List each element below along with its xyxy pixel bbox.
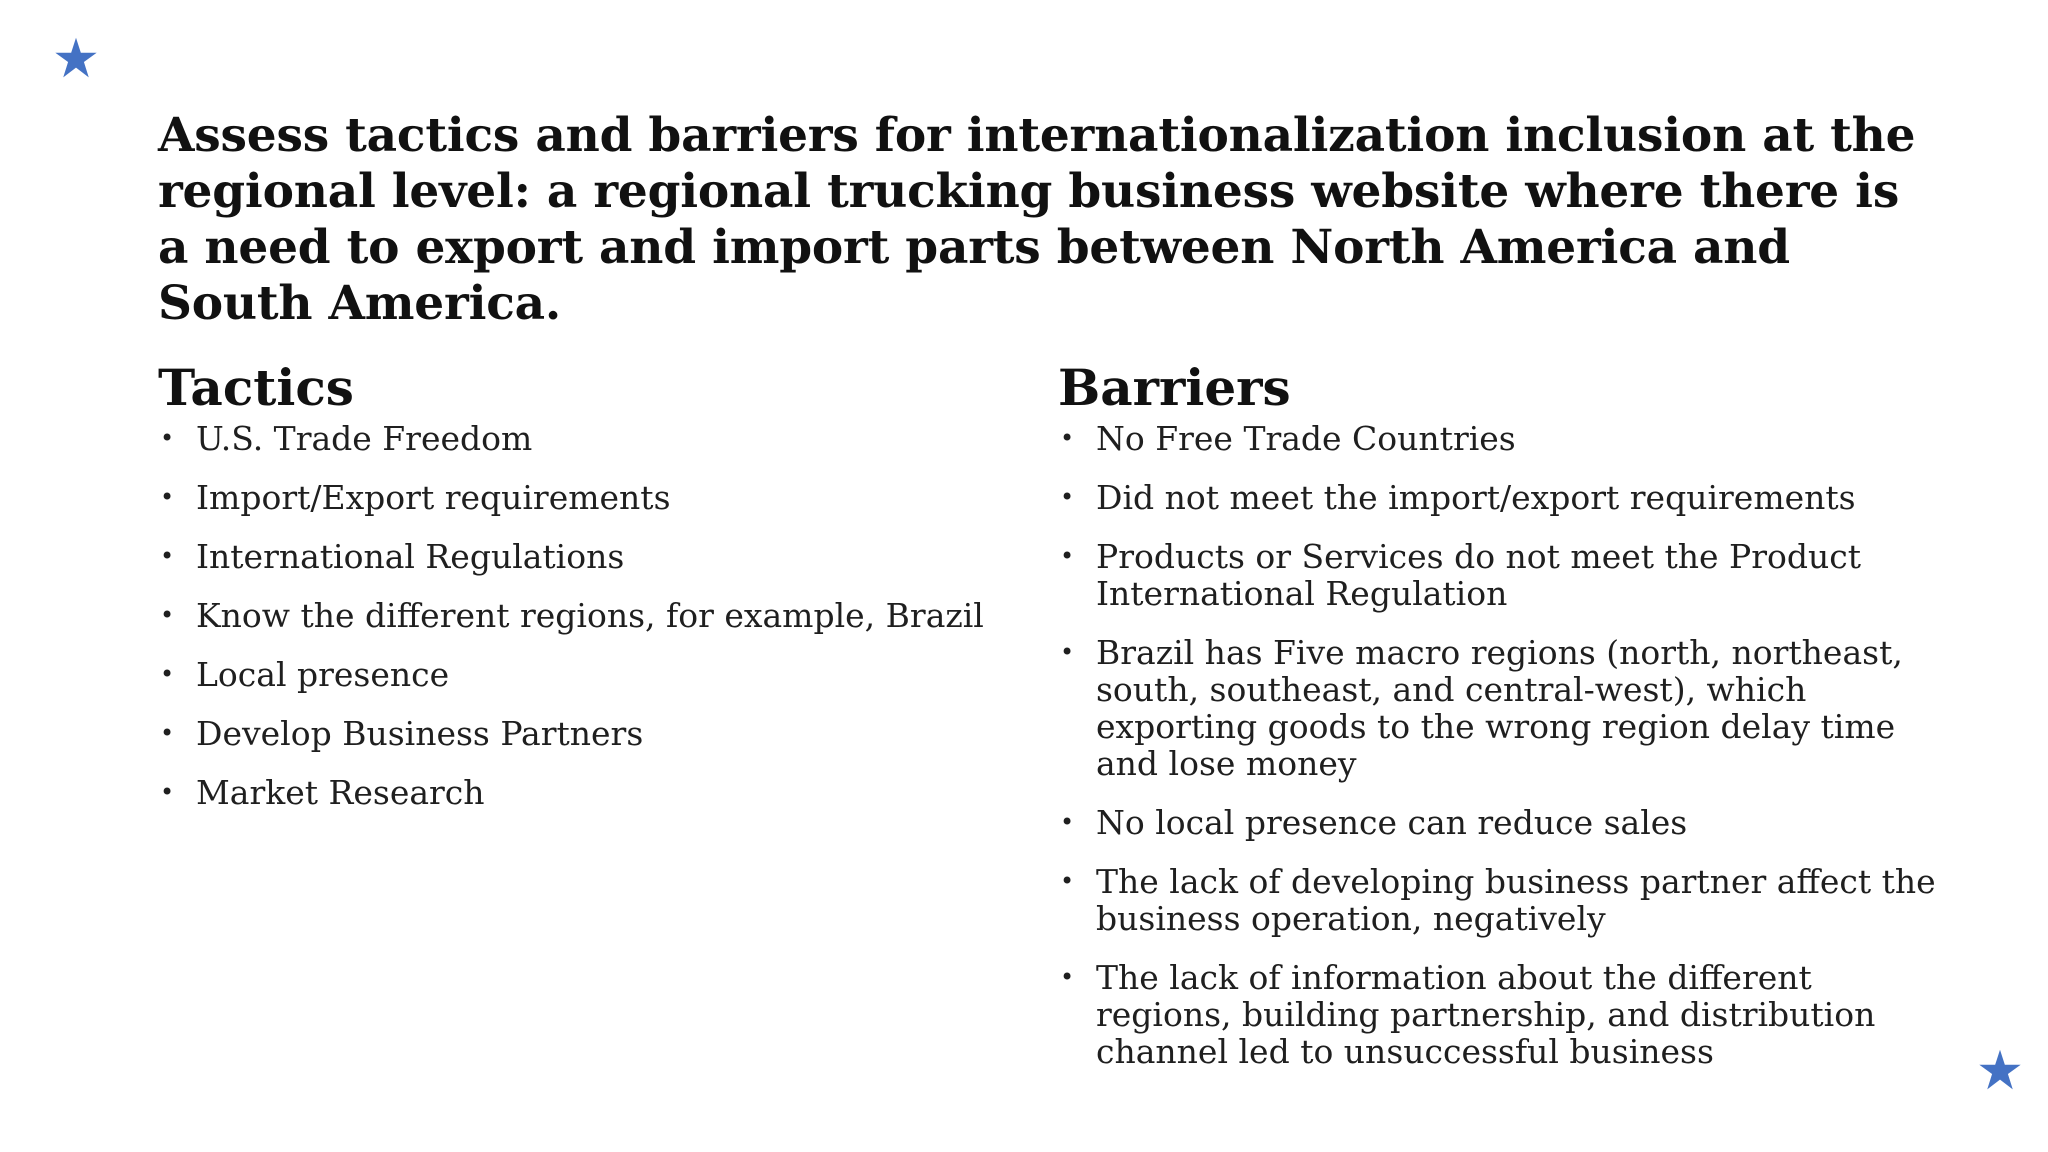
bullet-icon: • bbox=[1060, 867, 1075, 895]
list-item-text: U.S. Trade Freedom bbox=[196, 419, 533, 458]
bullet-icon: • bbox=[1060, 808, 1075, 836]
list-item bbox=[1058, 479, 1938, 516]
list-item-text: Develop Business Partners bbox=[196, 714, 644, 753]
star-icon bbox=[1978, 1048, 2022, 1092]
list-item-text: Local presence bbox=[196, 655, 450, 694]
list-item-text: Import/Export requirements bbox=[196, 478, 671, 517]
list-item-text: Know the different regions, for example, Brazil bbox=[196, 596, 984, 635]
bullet-icon: • bbox=[160, 660, 175, 688]
barriers-heading: Barriers bbox=[1058, 358, 1291, 417]
list-item-text: International Regulations bbox=[196, 537, 625, 576]
list-item bbox=[158, 597, 1008, 634]
tactics-column bbox=[158, 356, 1008, 833]
list-item bbox=[158, 774, 1008, 811]
list-item-text: The lack of developing business partner affect the business operation, negatively bbox=[1096, 862, 1936, 938]
list-item-text: Did not meet the import/export requirements bbox=[1096, 478, 1856, 517]
list-item bbox=[1058, 804, 1938, 841]
bullet-icon: • bbox=[160, 719, 175, 747]
list-item bbox=[158, 656, 1008, 693]
list-item-text: Brazil has Five macro regions (north, northeast, south, southeast, and central-west), which exporting goods to the wrong region delay time and lose money bbox=[1096, 633, 1903, 783]
bullet-icon: • bbox=[1060, 963, 1075, 991]
list-item bbox=[158, 479, 1008, 516]
list-item-text: Market Research bbox=[196, 773, 485, 812]
list-item bbox=[1058, 863, 1938, 937]
list-item bbox=[158, 420, 1008, 457]
list-item-text: Products or Services do not meet the Product International Regulation bbox=[1096, 537, 1862, 613]
star-icon bbox=[54, 36, 98, 80]
barriers-column bbox=[1058, 356, 1938, 1092]
list-item bbox=[1058, 959, 1938, 1070]
bullet-icon: • bbox=[160, 778, 175, 806]
list-item bbox=[158, 715, 1008, 752]
list-item bbox=[1058, 420, 1938, 457]
list-item-text: No Free Trade Countries bbox=[1096, 419, 1516, 458]
bullet-icon: • bbox=[1060, 483, 1075, 511]
bullet-icon: • bbox=[160, 483, 175, 511]
barriers-list bbox=[1058, 420, 1938, 1070]
list-item-text: No local presence can reduce sales bbox=[1096, 803, 1688, 842]
slide-title: Assess tactics and barriers for internationalization inclusion at the regional level: a regional trucking business website where there is a need to export and import parts between North America and South America. bbox=[158, 108, 1916, 331]
bullet-icon: • bbox=[1060, 638, 1075, 666]
list-item bbox=[158, 538, 1008, 575]
bullet-icon: • bbox=[1060, 542, 1075, 570]
bullet-icon: • bbox=[1060, 424, 1075, 452]
bullet-icon: • bbox=[160, 542, 175, 570]
tactics-heading: Tactics bbox=[158, 358, 354, 417]
list-item-text: The lack of information about the different regions, building partnership, and distribution channel led to unsuccessful business bbox=[1096, 958, 1876, 1071]
list-item bbox=[1058, 634, 1938, 782]
list-item bbox=[1058, 538, 1938, 612]
bullet-icon: • bbox=[160, 601, 175, 629]
tactics-list bbox=[158, 420, 1008, 811]
bullet-icon: • bbox=[160, 424, 175, 452]
